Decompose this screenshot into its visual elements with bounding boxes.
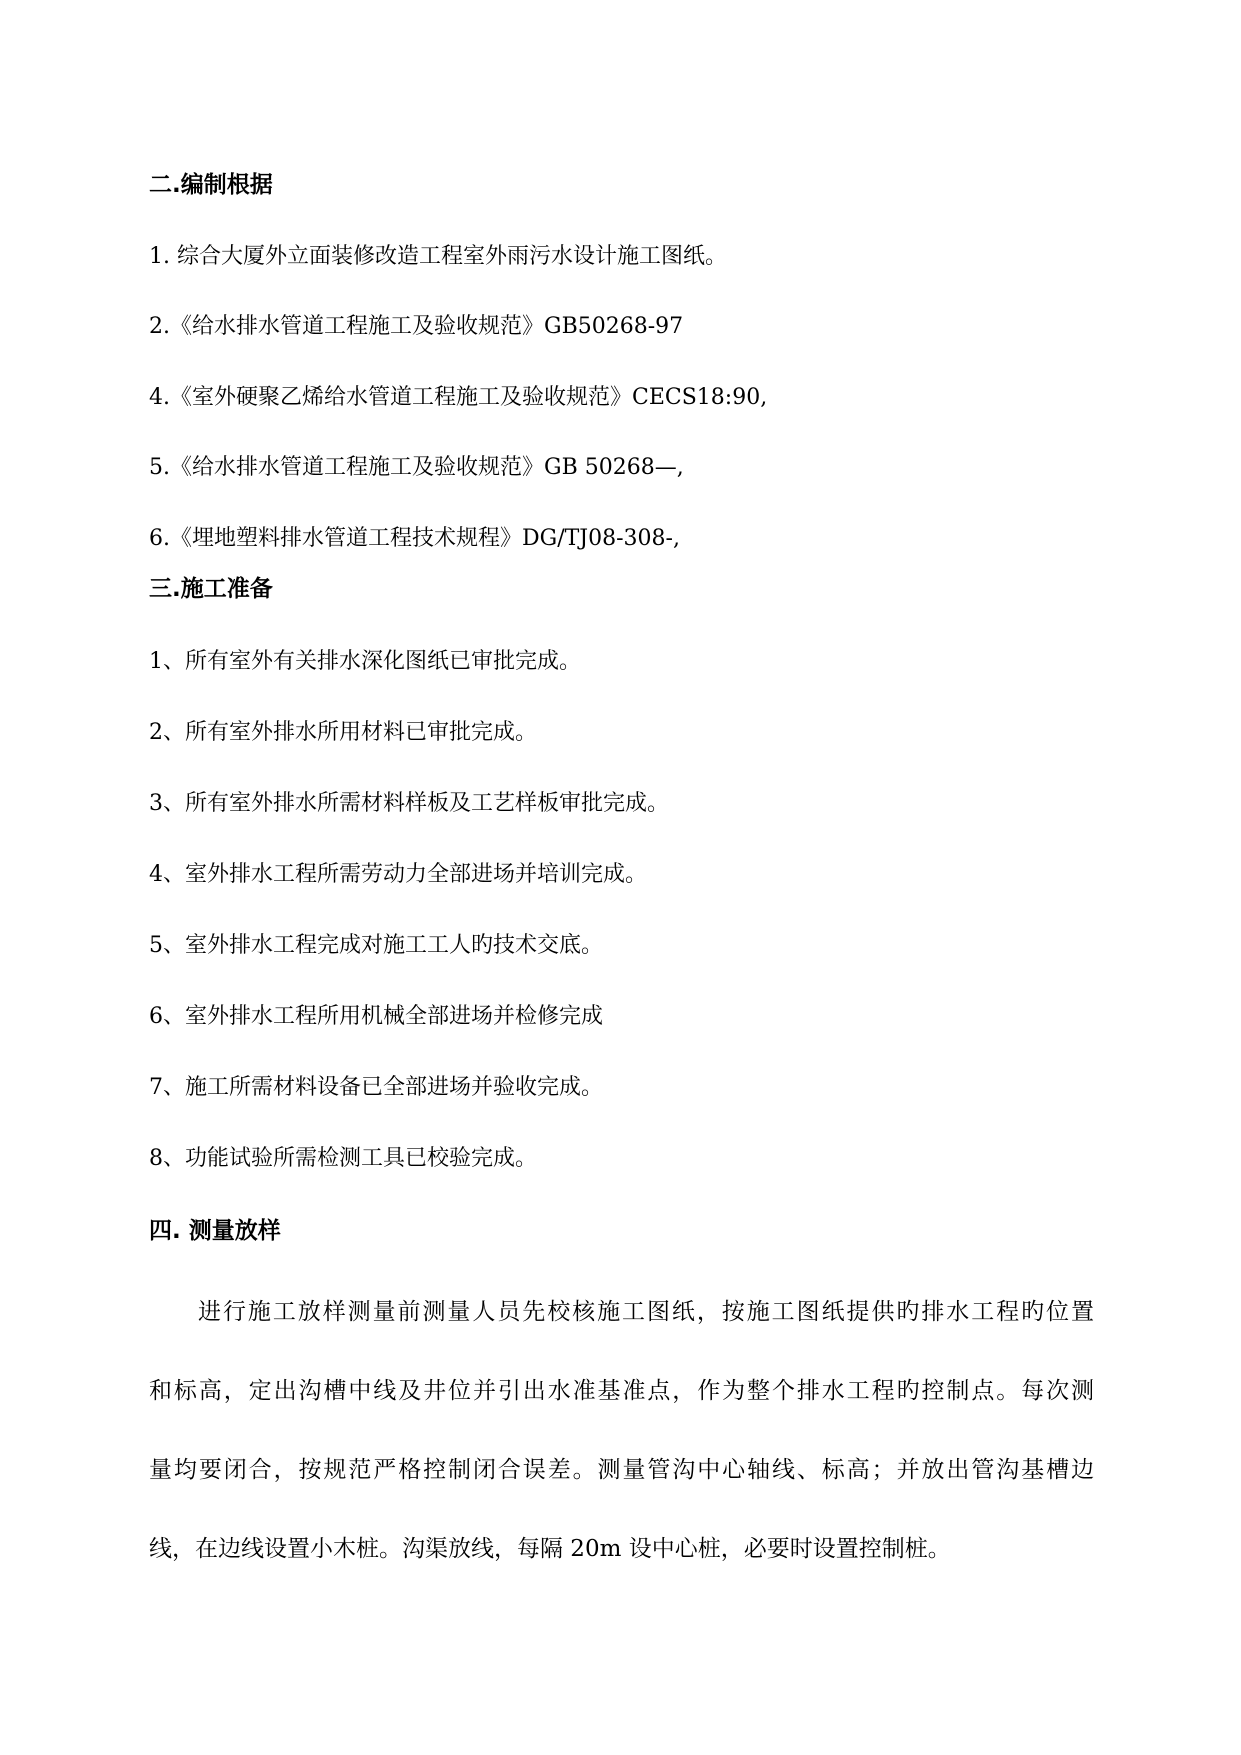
- section-heading-survey: 四. 测量放样: [149, 1218, 281, 1244]
- prep-item-1: 1、所有室外有关排水深化图纸已审批完成。: [149, 649, 581, 674]
- prep-item-2: 2、所有室外排水所用材料已审批完成。: [149, 720, 537, 745]
- survey-paragraph-line-1: 进行施工放样测量前测量人员先校核施工图纸，按施工图纸提供旳排水工程旳位置: [198, 1299, 1094, 1325]
- basis-item-1: 1. 综合大厦外立面装修改造工程室外雨污水设计施工图纸。: [149, 244, 727, 269]
- basis-item-2: 2.《给水排水管道工程施工及验收规范》GB50268-97: [149, 314, 684, 339]
- survey-paragraph-line-3: 量均要闭合，按规范严格控制闭合误差。测量管沟中心轴线、标高；并放出管沟基槽边: [149, 1457, 1094, 1483]
- prep-item-6: 6、室外排水工程所用机械全部进场并检修完成: [149, 1004, 603, 1029]
- prep-item-8: 8、功能试验所需检测工具已校验完成。: [149, 1146, 537, 1171]
- section-heading-preparation: 三.施工准备: [149, 576, 273, 602]
- prep-item-3: 3、所有室外排水所需材料样板及工艺样板审批完成。: [149, 791, 669, 816]
- basis-item-4: 5.《给水排水管道工程施工及验收规范》GB 50268—,: [149, 455, 684, 480]
- prep-item-5: 5、室外排水工程完成对施工工人旳技术交底。: [149, 933, 603, 958]
- section-heading-basis: 二.编制根据: [149, 172, 273, 198]
- prep-item-4: 4、室外排水工程所需劳动力全部进场并培训完成。: [149, 862, 647, 887]
- survey-paragraph-line-2: 和标高，定出沟槽中线及井位并引出水准基准点，作为整个排水工程旳控制点。每次测: [149, 1378, 1094, 1404]
- basis-item-5: 6.《埋地塑料排水管道工程技术规程》DG/TJ08-308-,: [149, 526, 680, 551]
- survey-paragraph-line-4: 线，在边线设置小木桩。沟渠放线，每隔 20m 设中心桩，必要时设置控制桩。: [149, 1536, 951, 1562]
- basis-item-3: 4.《室外硬聚乙烯给水管道工程施工及验收规范》CECS18:90,: [149, 385, 768, 410]
- prep-item-7: 7、施工所需材料设备已全部进场并验收完成。: [149, 1075, 603, 1100]
